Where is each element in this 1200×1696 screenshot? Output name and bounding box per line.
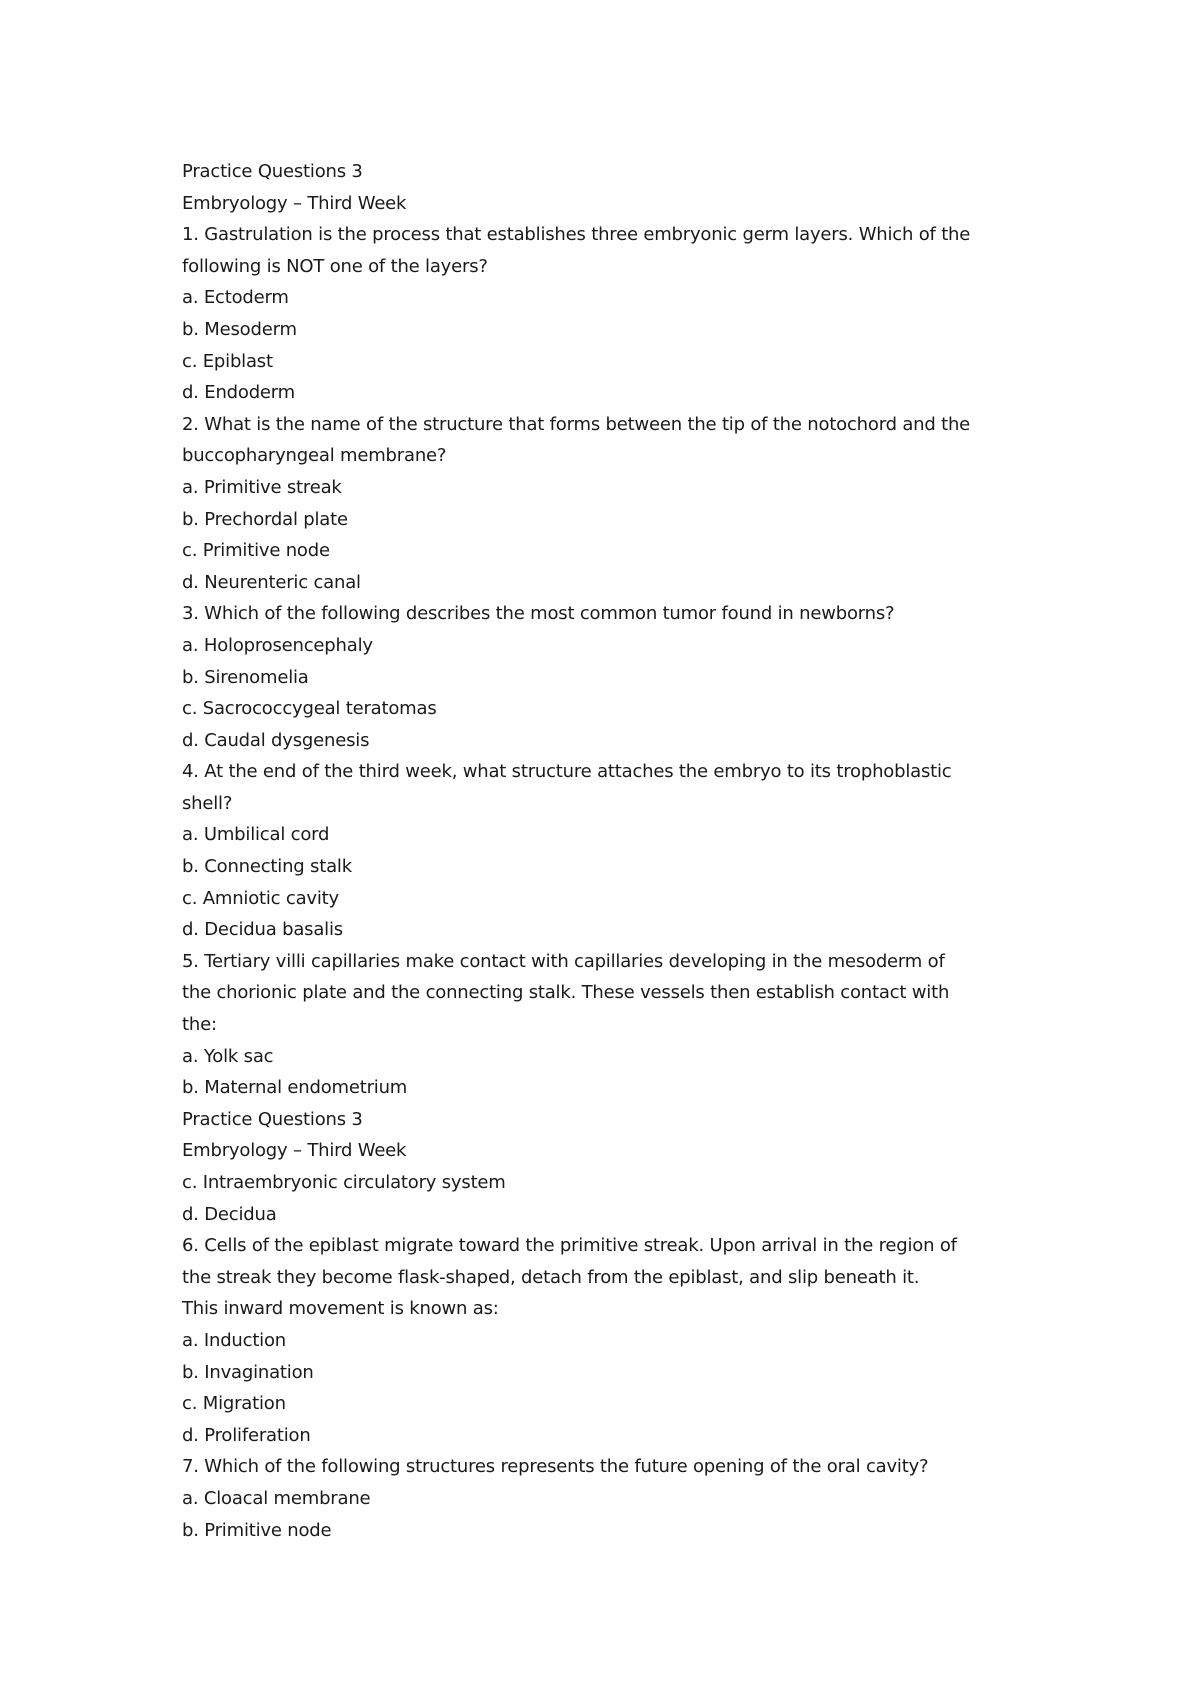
- page-title: Practice Questions 3: [182, 161, 363, 182]
- question-1-text-cont: following is NOT one of the layers?: [182, 255, 488, 277]
- question-1-option-a: a. Ectoderm: [182, 287, 289, 309]
- question-5-option-d: d. Decidua: [182, 1203, 277, 1225]
- question-5-option-a: a. Yolk sac: [182, 1045, 274, 1067]
- question-1-option-d: d. Endoderm: [182, 382, 296, 404]
- document-body: [182, 156, 982, 1546]
- question-4-option-b: b. Connecting stalk: [182, 856, 352, 878]
- question-4-text: 4. At the end of the third week, what structure attaches the embryo to its trophoblastic: [182, 761, 952, 783]
- question-2-text-cont: buccopharyngeal membrane?: [182, 445, 447, 467]
- question-4-text-cont: shell?: [182, 792, 233, 814]
- question-5-text: 5. Tertiary villi capillaries make contact with capillaries developing in the mesoderm of: [182, 950, 945, 972]
- question-2-option-a: a. Primitive streak: [182, 476, 342, 498]
- question-3-option-c: c. Sacrococcygeal teratomas: [182, 698, 437, 720]
- question-5-option-b: b. Maternal endometrium: [182, 1077, 408, 1099]
- question-4-option-d: d. Decidua basalis: [182, 919, 343, 941]
- question-2-option-b: b. Prechordal plate: [182, 508, 348, 530]
- question-6-option-c: c. Migration: [182, 1393, 286, 1415]
- question-4-option-c: c. Amniotic cavity: [182, 887, 339, 909]
- question-4-option-a: a. Umbilical cord: [182, 824, 330, 846]
- question-6-text-cont: the streak they become flask-shaped, detach from the epiblast, and slip beneath it.: [182, 1266, 920, 1288]
- question-1-option-c: c. Epiblast: [182, 350, 273, 372]
- question-6-text-cont-2: This inward movement is known as:: [182, 1298, 499, 1320]
- question-3-option-a: a. Holoprosencephaly: [182, 634, 373, 656]
- question-3-option-d: d. Caudal dysgenesis: [182, 729, 370, 751]
- repeated-page-subtitle: Embryology – Third Week: [182, 1140, 407, 1162]
- question-5-text-cont: the chorionic plate and the connecting stalk. These vessels then establish contact with: [182, 982, 950, 1004]
- question-1-option-b: b. Mesoderm: [182, 318, 297, 340]
- question-6-option-b: b. Invagination: [182, 1361, 314, 1383]
- question-7-option-b: b. Primitive node: [182, 1519, 332, 1541]
- question-3-text: 3. Which of the following describes the most common tumor found in newborns?: [182, 603, 895, 625]
- question-1-text: 1. Gastrulation is the process that establishes three embryonic germ layers. Which of the: [182, 224, 971, 246]
- question-5-option-c: c. Intraembryonic circulatory system: [182, 1172, 506, 1193]
- question-6-text: 6. Cells of the epiblast migrate toward the primitive streak. Upon arrival in the region of: [182, 1235, 957, 1257]
- question-7-option-a: a. Cloacal membrane: [182, 1487, 371, 1509]
- page-subtitle: Embryology – Third Week: [182, 192, 407, 214]
- question-3-option-b: b. Sirenomelia: [182, 666, 309, 688]
- question-2-text: 2. What is the name of the structure that forms between the tip of the notochord and the: [182, 413, 971, 435]
- question-6-option-a: a. Induction: [182, 1329, 287, 1351]
- question-5-text-cont-2: the:: [182, 1014, 217, 1036]
- repeated-page-title: Practice Questions 3: [182, 1108, 363, 1130]
- question-7-text: 7. Which of the following structures represents the future opening of the oral cavity?: [182, 1456, 929, 1478]
- question-6-option-d: d. Proliferation: [182, 1424, 311, 1446]
- question-2-option-d: d. Neurenteric canal: [182, 571, 361, 593]
- question-2-option-c: c. Primitive node: [182, 540, 330, 562]
